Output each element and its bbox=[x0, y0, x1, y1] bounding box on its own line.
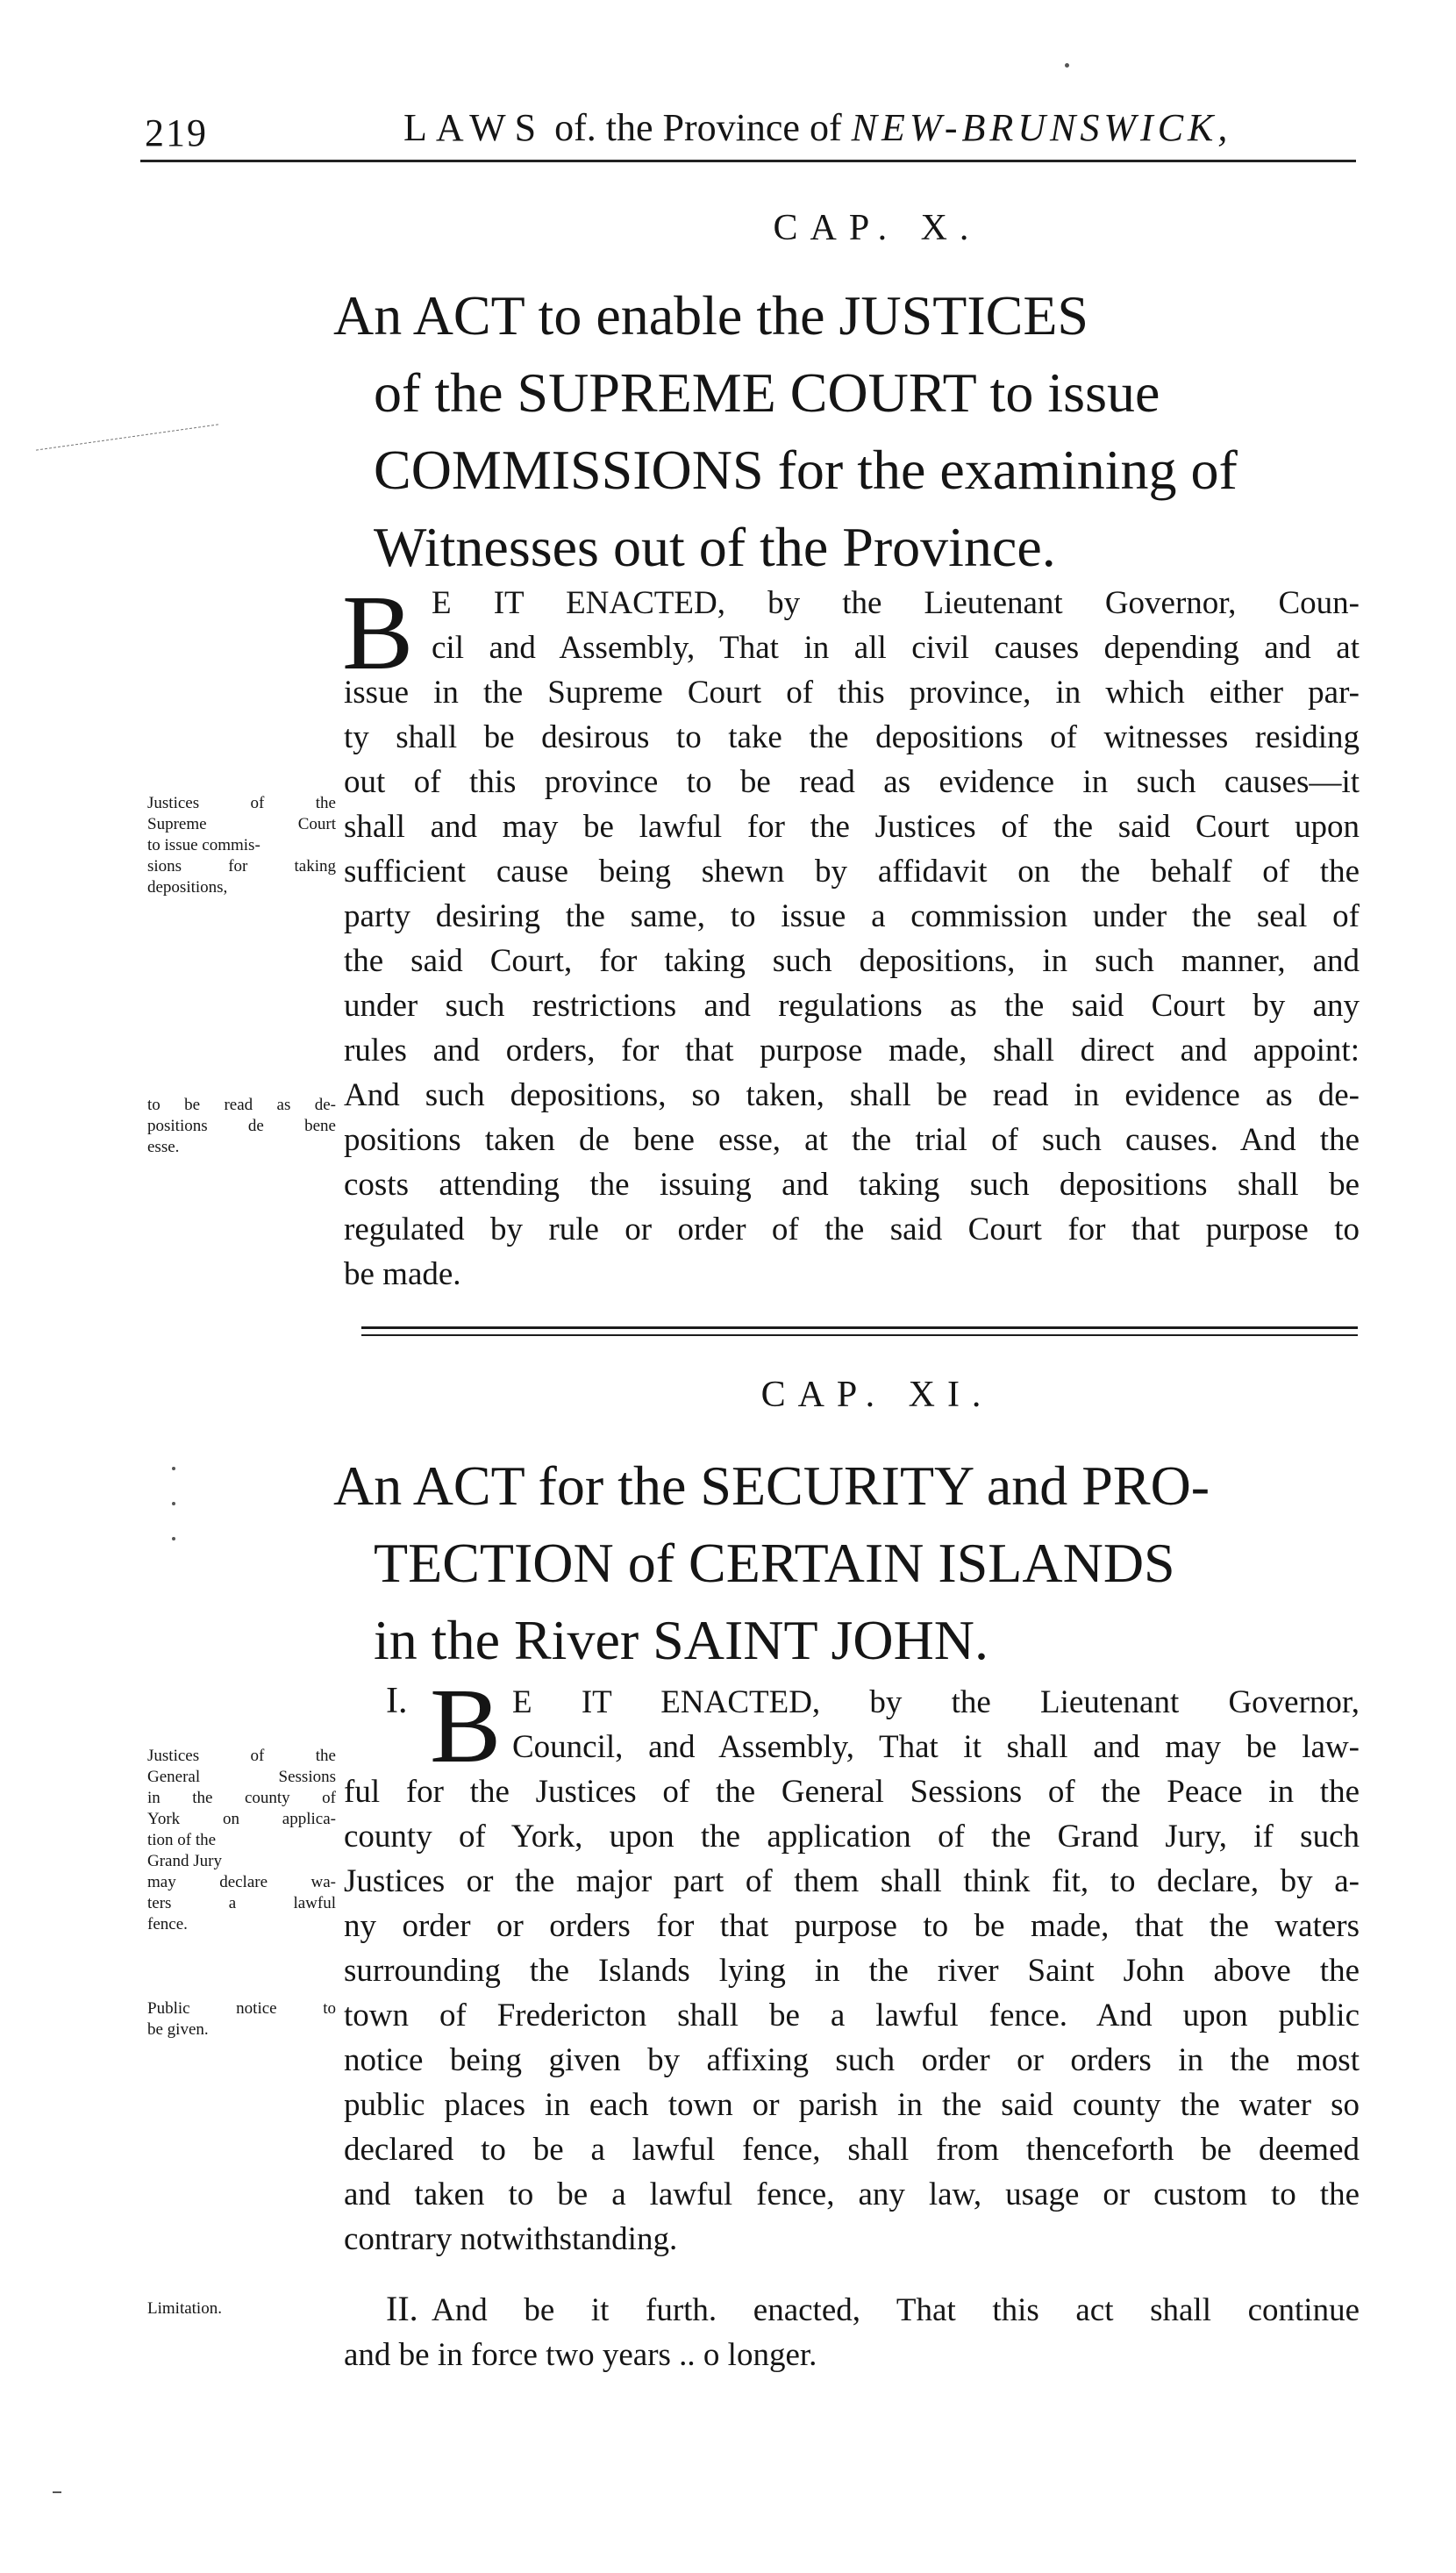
section-number: I. bbox=[386, 1681, 408, 1721]
body-line: contrary notwithstanding. bbox=[344, 2221, 678, 2257]
marginal-note-line: be given. bbox=[147, 2020, 209, 2039]
body-line: and taken to be a lawful fence, any law, usage or custom to the bbox=[344, 2176, 1360, 2212]
marginal-note-line: in the county of bbox=[147, 1789, 336, 1807]
body-line: public places in each town or parish in the said county the water so bbox=[344, 2087, 1360, 2123]
cap-x-title-line: of the SUPREME COURT to issue bbox=[374, 361, 1160, 424]
section-divider bbox=[361, 1326, 1358, 1329]
body-line: Justices or the major part of them shall think fit, to declare, by a- bbox=[344, 1863, 1360, 1899]
cap-xi-heading: CAP. XI. bbox=[760, 1375, 994, 1415]
marginal-note-line: esse. bbox=[147, 1138, 180, 1156]
marginal-note bbox=[147, 1998, 336, 2041]
marginal-note bbox=[147, 1746, 336, 1935]
cap-x-dropcap: B bbox=[342, 574, 414, 692]
body-line: the said Court, for taking such depositions, in such manner, and bbox=[344, 943, 1360, 979]
body-line: E IT ENACTED, by the Lieutenant Governor, bbox=[512, 1684, 1360, 1720]
marginal-note-line: Grand Jury bbox=[147, 1852, 222, 1870]
marginal-note-line: General Sessions bbox=[147, 1768, 336, 1786]
cap-xi-title-line: in the River SAINT JOHN. bbox=[374, 1609, 989, 1671]
marginal-note-line: positions de bene bbox=[147, 1117, 336, 1135]
marginal-note-line: to be read as de- bbox=[147, 1096, 336, 1114]
marginal-note-line: ters a lawful bbox=[147, 1894, 336, 1912]
running-head-title bbox=[403, 105, 1231, 150]
body-line: out of this province to be read as evidence in such causes—it bbox=[344, 764, 1360, 800]
body-line: ty shall be desirous to take the depositions of witnesses residing bbox=[344, 719, 1360, 755]
body-line: regulated by rule or order of the said Court for that purpose to bbox=[344, 1211, 1360, 1247]
body-line: ny order or orders for that purpose to be made, that the waters bbox=[344, 1908, 1360, 1944]
section-divider bbox=[361, 1334, 1358, 1336]
cap-x-title-line: COMMISSIONS for the examining of bbox=[374, 439, 1238, 501]
body-line: ful for the Justices of the General Sessions of the Peace in the bbox=[344, 1774, 1360, 1810]
body-line: cil and Assembly, That in all civil causes depending and at bbox=[432, 630, 1360, 666]
cap-xi-dropcap: B bbox=[430, 1667, 502, 1785]
body-line: E IT ENACTED, by the Lieutenant Governor, Coun- bbox=[432, 585, 1360, 621]
cap-xi-title-line: An ACT for the SECURITY and PRO- bbox=[333, 1454, 1210, 1517]
cap-xi-title-line: TECTION of CERTAIN ISLANDS bbox=[374, 1532, 1175, 1594]
scan-speck bbox=[53, 2491, 61, 2493]
marginal-note bbox=[147, 1095, 336, 1158]
section-number: II. bbox=[386, 2289, 418, 2328]
page-number: 219 bbox=[145, 111, 208, 154]
marginal-note-line: to issue commis- bbox=[147, 836, 261, 854]
body-line: And such depositions, so taken, shall be read in evidence as de- bbox=[344, 1077, 1360, 1113]
body-line: shall and may be lawful for the Justices of the said Court upon bbox=[344, 809, 1360, 845]
cap-x-title bbox=[333, 277, 1368, 586]
body-line: surrounding the Islands lying in the river Saint John above the bbox=[344, 1953, 1360, 1989]
marginal-note-line: York on applica- bbox=[147, 1810, 336, 1828]
running-head-laws: LAWS bbox=[403, 106, 546, 149]
scan-speck bbox=[172, 1537, 175, 1540]
cap-xi-section-1 bbox=[344, 1680, 1360, 2262]
scan-speck bbox=[172, 1502, 175, 1505]
running-head-province-label: of. the Province of bbox=[545, 106, 852, 149]
body-line: be made. bbox=[344, 1256, 461, 1292]
marginal-note-line: may declare wa- bbox=[147, 1873, 336, 1891]
cap-xi-section-2 bbox=[344, 2288, 1360, 2377]
body-line: town of Fredericton shall be a lawful fence. And upon public bbox=[344, 1998, 1360, 2033]
running-head-province-name: NEW-BRUNSWICK, bbox=[851, 106, 1232, 149]
body-line: sufficient cause being shewn by affidavit on the behalf of the bbox=[344, 854, 1360, 890]
marginal-note-line: Limitation. bbox=[147, 2299, 222, 2318]
marginal-note bbox=[147, 2298, 336, 2319]
marginal-note-line: Supreme Court bbox=[147, 815, 336, 833]
marginal-note-line: depositions, bbox=[147, 878, 228, 897]
scan-mark bbox=[36, 424, 218, 450]
body-line: county of York, upon the application of the Grand Jury, if such bbox=[344, 1819, 1360, 1855]
body-line: party desiring the same, to issue a commission under the seal of bbox=[344, 898, 1360, 934]
body-line: notice being given by affixing such order or orders in the most bbox=[344, 2042, 1360, 2078]
body-line: declared to be a lawful fence, shall from thenceforth be deemed bbox=[344, 2132, 1360, 2168]
body-line: costs attending the issuing and taking such depositions shall be bbox=[344, 1167, 1360, 1203]
scan-speck bbox=[172, 1467, 175, 1470]
header-rule bbox=[140, 160, 1356, 162]
cap-xi-title bbox=[333, 1447, 1368, 1679]
cap-x-body bbox=[342, 574, 1360, 1297]
marginal-note-line: fence. bbox=[147, 1915, 188, 1933]
body-line: under such restrictions and regulations as the said Court by any bbox=[344, 988, 1360, 1024]
body-line: positions taken de bene esse, at the trial of such causes. And the bbox=[344, 1122, 1360, 1158]
marginal-note-line: Public notice to bbox=[147, 1999, 336, 2018]
cap-x-title-line: Witnesses out of the Province. bbox=[374, 516, 1056, 578]
body-line: and be in force two years .. o longer. bbox=[344, 2337, 817, 2373]
marginal-note-line: Justices of the bbox=[147, 794, 336, 812]
cap-x-title-line: An ACT to enable the JUSTICES bbox=[333, 284, 1088, 347]
body-line: rules and orders, for that purpose made, shall direct and appoint: bbox=[344, 1033, 1360, 1069]
body-line: And be it furth. enacted, That this act shall continue bbox=[432, 2292, 1360, 2328]
body-line: issue in the Supreme Court of this province, in which either par- bbox=[344, 675, 1360, 711]
marginal-note-line: sions for taking bbox=[147, 857, 336, 876]
cap-x-heading: CAP. X. bbox=[773, 208, 981, 248]
marginal-note-line: tion of the bbox=[147, 1831, 217, 1849]
scan-speck bbox=[1065, 63, 1069, 68]
marginal-note bbox=[147, 793, 336, 898]
body-line: Council, and Assembly, That it shall and may be law- bbox=[512, 1729, 1360, 1765]
marginal-note-line: Justices of the bbox=[147, 1747, 336, 1765]
